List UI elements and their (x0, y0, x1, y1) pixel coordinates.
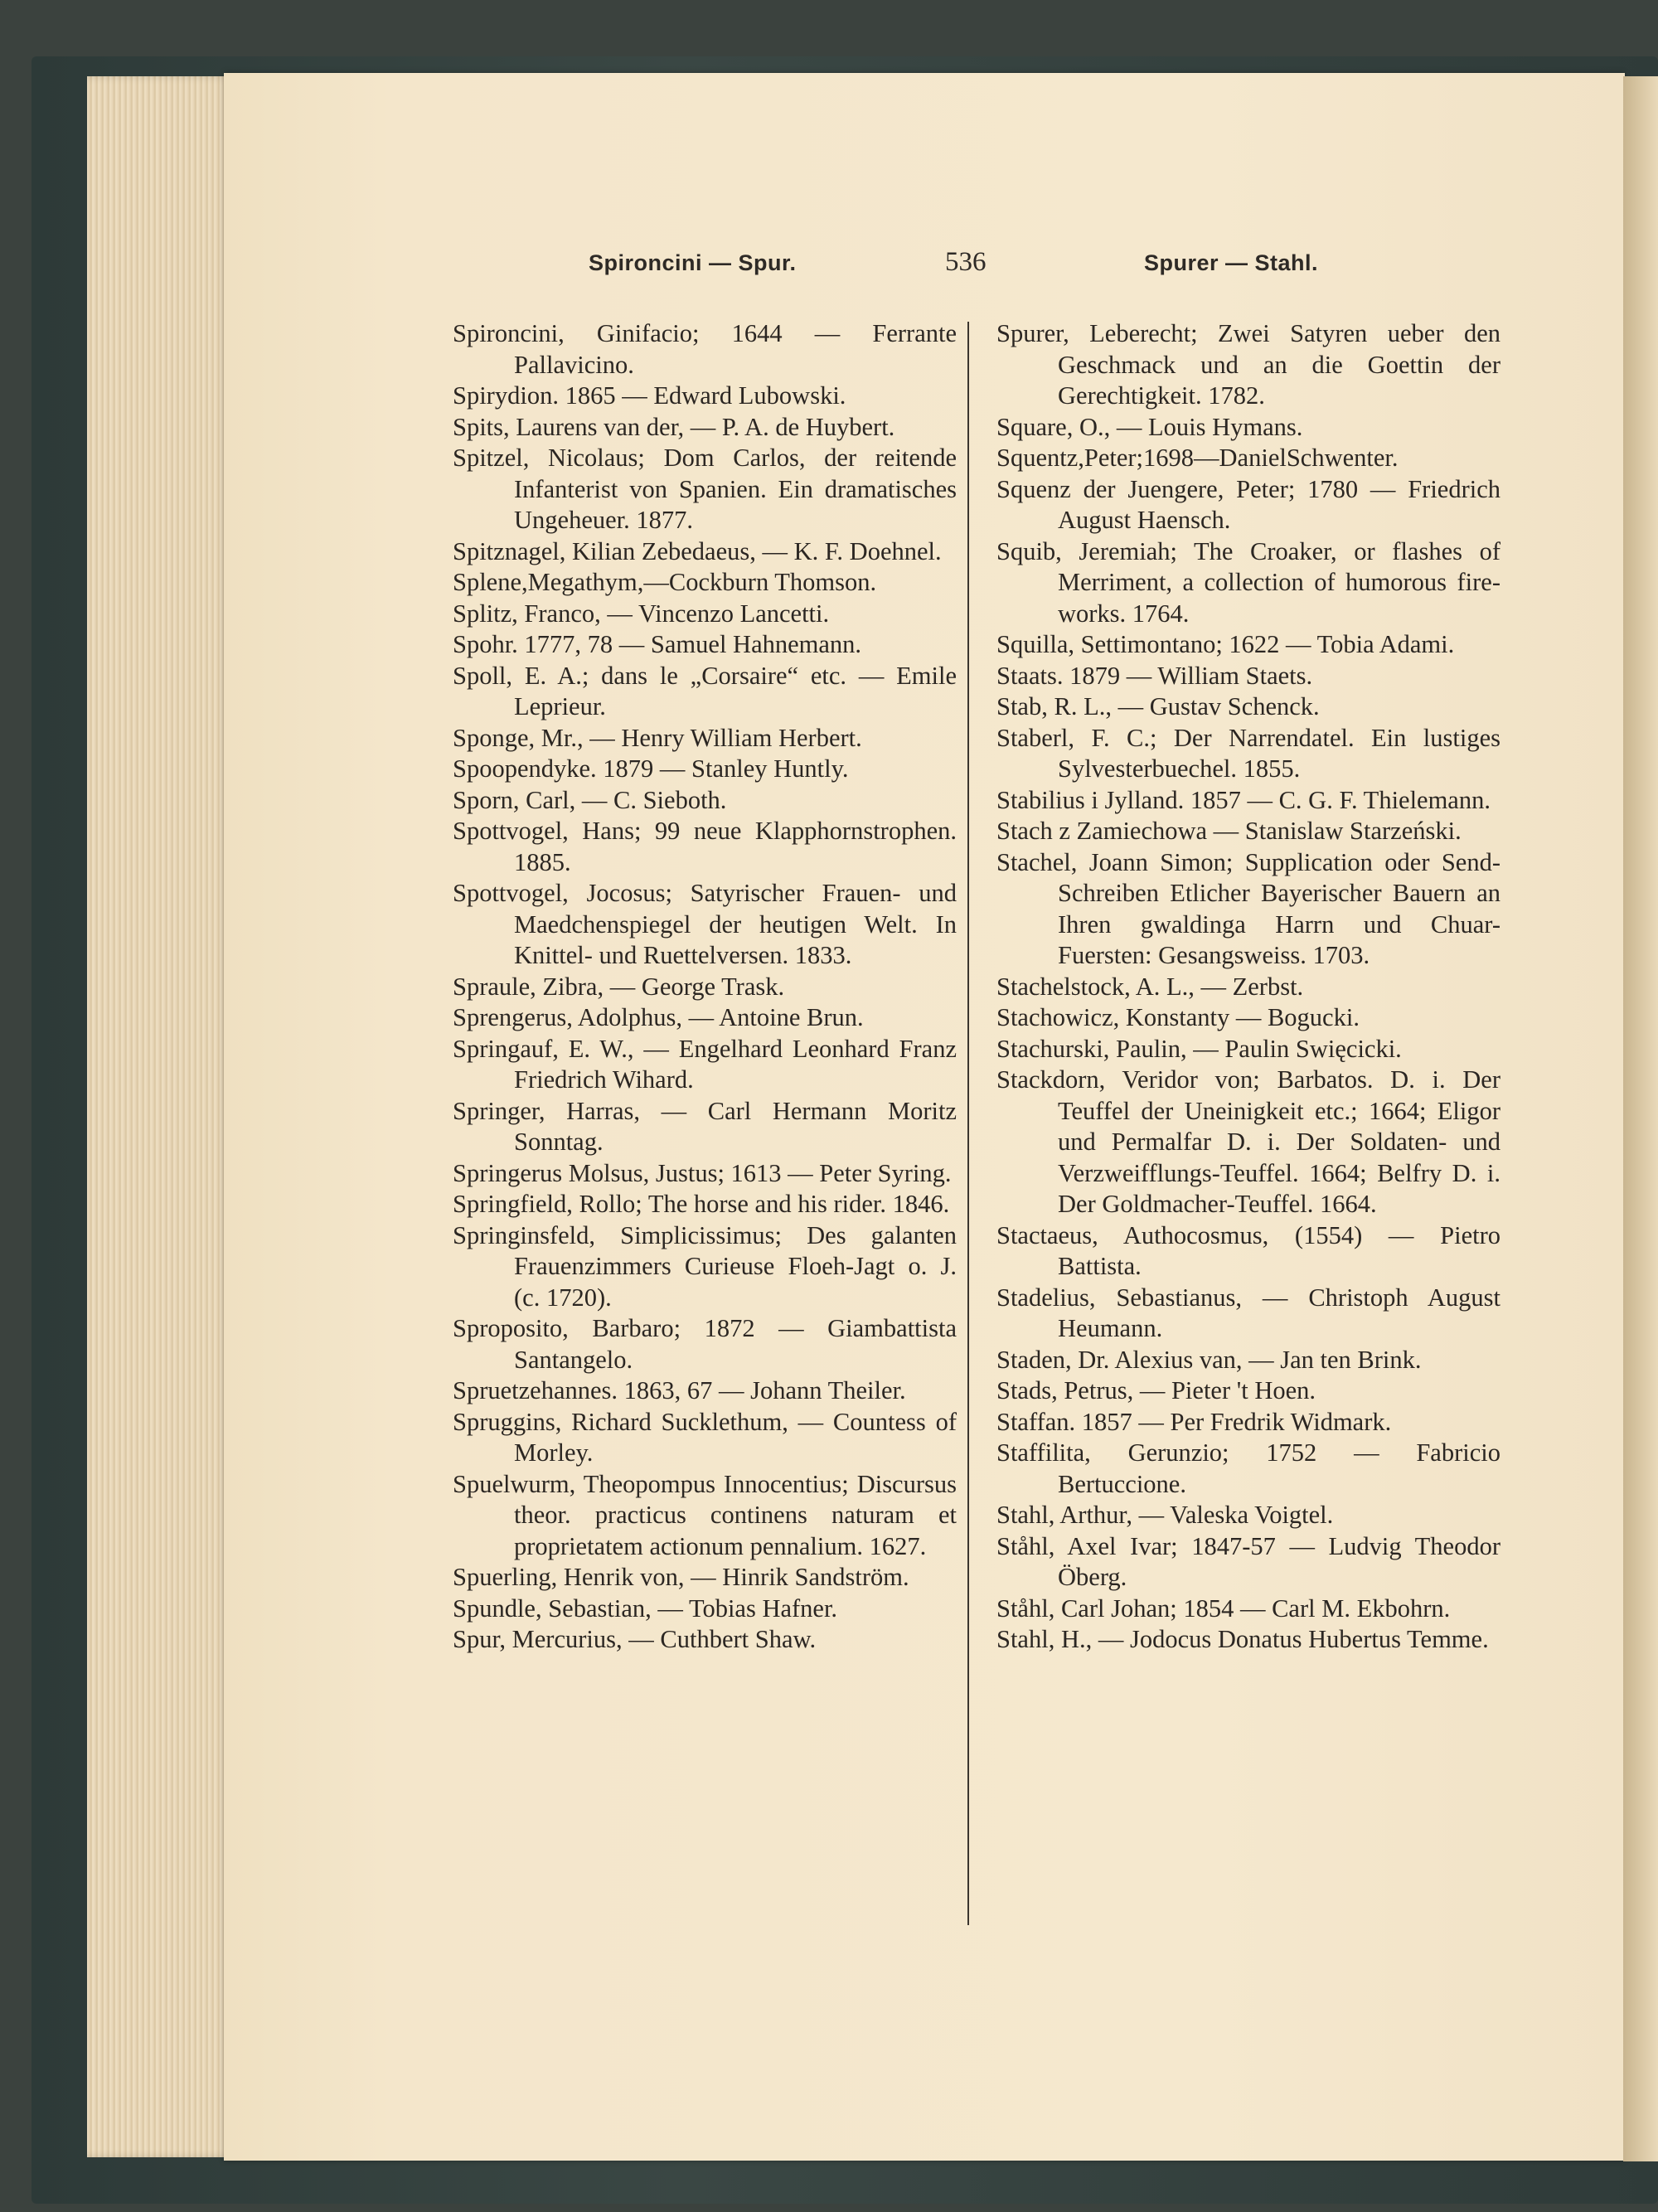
entry: Sproposito, Barbaro; 1872 — Giambattista Santangelo. (453, 1314, 957, 1374)
entry: Spurer, Leberecht; Zwei Satyren ueber den Geschmack und an die Goettin der Gerechtigkeit. 1782. (996, 319, 1500, 410)
left-column (453, 318, 957, 1656)
entry: Stachel, Joann Simon; Supplication oder Send-Schreiben Etlicher Bayerischer Bauern an Ihren gwaldinga Harrn und Chuar-Fuersten: Gesangsweiss. 1703. (996, 847, 1500, 969)
entry: Spoopendyke. 1879 — Stanley Huntly. (453, 754, 849, 783)
entry: Spoll, E. A.; dans le „Corsaire“ etc. — Emile Leprieur. (453, 661, 957, 720)
page-right-edge (1623, 76, 1658, 2161)
entry: Spitznagel, Kilian Zebedaeus, — K. F. Doehnel. (453, 536, 942, 565)
entry: Ståhl, Carl Johan; 1854 — Carl M. Ekbohrn. (996, 1594, 1451, 1623)
entry: Staberl, F. C.; Der Narrendatel. Ein lustiges Sylvesterbuechel. 1855. (996, 723, 1500, 783)
entry: Sponge, Mr., — Henry William Herbert. (453, 723, 862, 752)
entry: Staden, Dr. Alexius van, — Jan ten Brink. (996, 1345, 1422, 1374)
entry: Squentz,Peter;1698—DanielSchwenter. (996, 444, 1399, 472)
entry: Sporn, Carl, — C. Sieboth. (453, 785, 727, 814)
entry: Splitz, Franco, — Vincenzo Lancetti. (453, 599, 830, 628)
entry: Stahl, H., — Jodocus Donatus Hubertus Temme. (996, 1625, 1489, 1653)
page-number: 536 (945, 247, 987, 277)
entry: Stactaeus, Authocosmus, (1554) — Pietro Battista. (996, 1220, 1500, 1280)
entry: Springauf, E. W., — Engelhard Leonhard Franz Friedrich Wihard. (453, 1034, 957, 1094)
header-right-title: Spurer — Stahl. (1144, 250, 1319, 275)
entry: Spitzel, Nicolaus; Dom Carlos, der reitende Infanterist von Spanien. Ein dramatisches Ungeheuer. 1877. (453, 444, 957, 534)
entry: Springerus Molsus, Justus; 1613 — Peter Syring. (453, 1158, 952, 1187)
entry: Spohr. 1777, 78 — Samuel Hahnemann. (453, 630, 862, 658)
entry: Spundle, Sebastian, — Tobias Hafner. (453, 1594, 838, 1623)
entry: Springfield, Rollo; The horse and his rider. 1846. (453, 1190, 950, 1218)
entry: Spirydion. 1865 — Edward Lubowski. (453, 381, 846, 410)
page-edges (87, 76, 236, 2157)
entry: Spits, Laurens van der, — P. A. de Huybert. (453, 412, 895, 441)
entry: Square, O., — Louis Hymans. (996, 412, 1303, 441)
entry: Spottvogel, Hans; 99 neue Klapphornstrophen. 1885. (453, 817, 957, 876)
entry: Springer, Harras, — Carl Hermann Moritz Sonntag. (453, 1096, 957, 1156)
entry: Stadelius, Sebastianus, — Christoph August Heumann. (996, 1283, 1500, 1342)
right-column (996, 318, 1500, 1656)
entry: Spironcini, Ginifacio; 1644 — Ferrante Pallavicino. (453, 319, 957, 379)
entry: Stahl, Arthur, — Valeska Voigtel. (996, 1501, 1334, 1529)
entry: Spuerling, Henrik von, — Hinrik Sandström. (453, 1563, 909, 1591)
entry: Stabilius i Jylland. 1857 — C. G. F. Thielemann. (996, 785, 1491, 814)
entry: Squib, Jeremiah; The Croaker, or flashes of Merriment, a collection of humorous fire-works. 1764. (996, 536, 1500, 628)
entry: Sprengerus, Adolphus, — Antoine Brun. (453, 1003, 864, 1031)
entry: Stads, Petrus, — Pieter 't Hoen. (996, 1376, 1316, 1404)
column-divider (967, 322, 969, 1925)
entry: Staats. 1879 — William Staets. (996, 661, 1313, 690)
entry: Squilla, Settimontano; 1622 — Tobia Adami. (996, 630, 1455, 658)
entry: Squenz der Juengere, Peter; 1780 — Friedrich August Haensch. (996, 474, 1500, 534)
entry: Spottvogel, Jocosus; Satyrischer Frauen- und Maedchenspiegel der heutigen Welt. In Knittel- und Ruettelversen. 1833. (453, 879, 957, 969)
entry: Spraule, Zibra, — George Trask. (453, 972, 785, 1001)
entry: Stackdorn, Veridor von; Barbatos. D. i. Der Teuffel der Uneinigkeit etc.; 1664; Eligor und Permalfar D. i. Der Soldaten- und Verzweifflungs-Teuffel. 1664; Belfry D. i. Der Goldmacher-Teuffel. 1664. (996, 1065, 1500, 1218)
entry: Stachowicz, Konstanty — Bogucki. (996, 1003, 1360, 1031)
entry: Staffan. 1857 — Per Fredrik Widmark. (996, 1407, 1392, 1436)
entry: Stach z Zamiechowa — Stanislaw Starzeński. (996, 817, 1462, 845)
entry: Splene,Megathym,—Cockburn Thomson. (453, 568, 877, 596)
entry: Spruetzehannes. 1863, 67 — Johann Theiler. (453, 1376, 906, 1404)
entry: Spruggins, Richard Sucklethum, — Countess of Morley. (453, 1407, 957, 1467)
entry: Spuelwurm, Theopompus Innocentius; Discursus theor. practicus continens naturam et proprietatem actionum pennalium. 1627. (453, 1469, 957, 1560)
entry: Spur, Mercurius, — Cuthbert Shaw. (453, 1625, 817, 1653)
running-header (224, 247, 1625, 289)
entry: Stab, R. L., — Gustav Schenck. (996, 692, 1320, 720)
entry: Springinsfeld, Simplicissimus; Des galanten Frauenzimmers Curieuse Floeh-Jagt o. J. (c. 1720). (453, 1220, 957, 1312)
entry: Staffilita, Gerunzio; 1752 — Fabricio Bertuccione. (996, 1438, 1500, 1498)
header-left-title: Spironcini — Spur. (589, 250, 797, 275)
entry: Stachelstock, A. L., — Zerbst. (996, 972, 1304, 1001)
entry: Stachurski, Paulin, — Paulin Swięcicki. (996, 1034, 1402, 1063)
entry: Ståhl, Axel Ivar; 1847-57 — Ludvig Theodor Öberg. (996, 1531, 1500, 1591)
